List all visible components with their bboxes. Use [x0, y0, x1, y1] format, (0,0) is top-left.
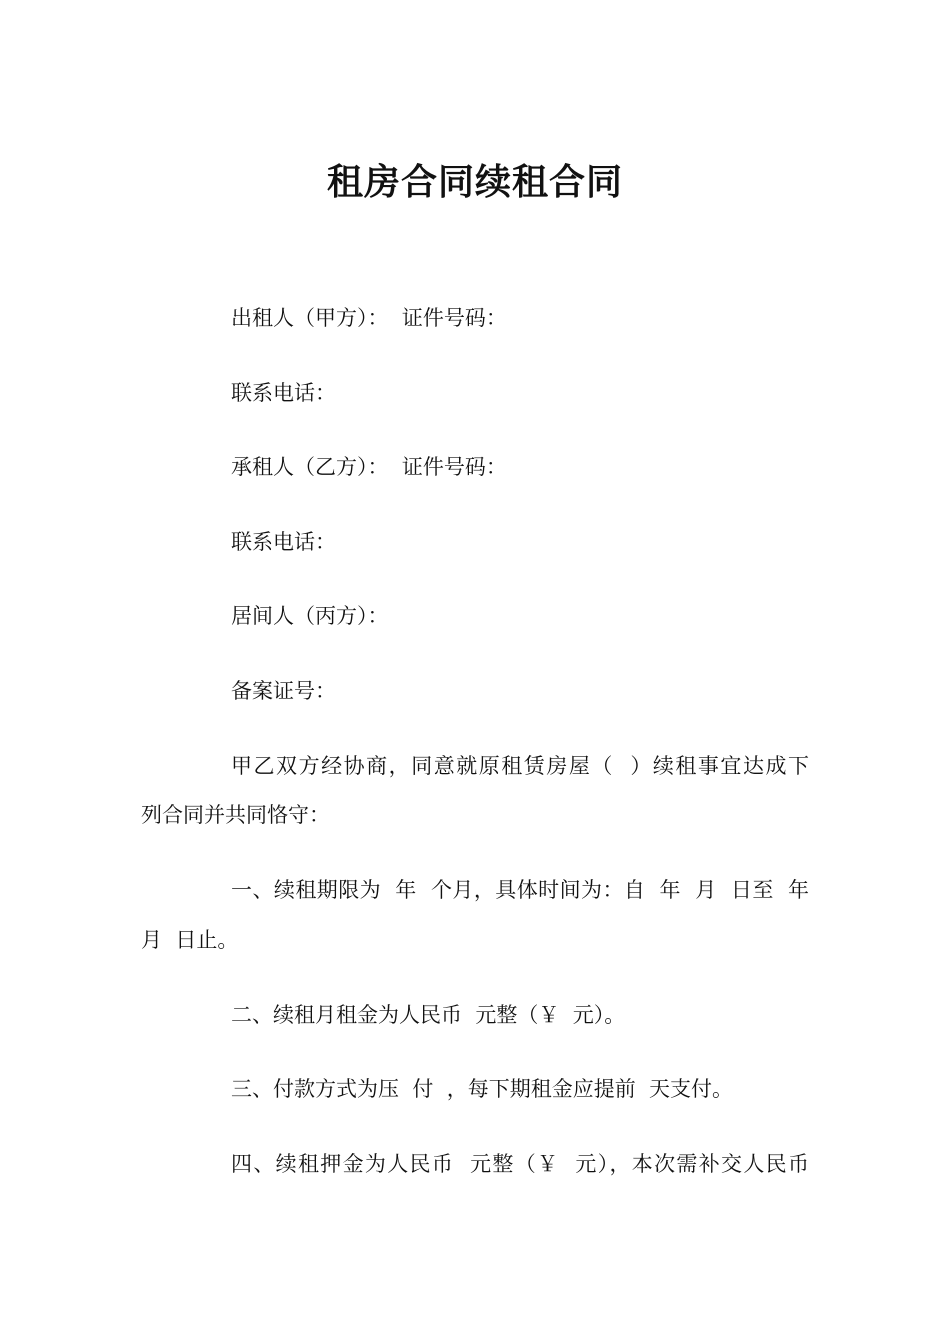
intro-paragraph-line-2: 列合同并共同恪守： [141, 803, 330, 827]
intermediary-line: 居间人（丙方）： [231, 604, 389, 628]
lessee-line: 承租人（乙方）： 证件号码： [231, 455, 507, 479]
intro-paragraph-line-1: 甲乙双方经协商，同意就原租赁房屋（ ）续租事宜达成下 [231, 754, 809, 778]
lessee-phone-line: 联系电话： [231, 530, 336, 554]
lessor-phone-line: 联系电话： [231, 381, 336, 405]
clause-1-line-1: 一、续租期限为 年 个月，具体时间为：自 年 月 日至 年 [231, 878, 809, 902]
clause-4-line-1: 四、续租押金为人民币 元整（￥ 元），本次需补交人民币 [231, 1152, 809, 1176]
document-title: 租房合同续租合同 [326, 162, 623, 203]
clause-3-line: 三、付款方式为压 付 ，每下期租金应提前 天支付。 [231, 1077, 734, 1101]
lessor-line: 出租人（甲方）： 证件号码： [231, 306, 507, 330]
filing-number-line: 备案证号： [231, 679, 336, 703]
clause-1-line-2: 月 日止。 [141, 928, 239, 952]
clause-2-line: 二、续租月租金为人民币 元整（￥ 元）。 [231, 1003, 626, 1027]
